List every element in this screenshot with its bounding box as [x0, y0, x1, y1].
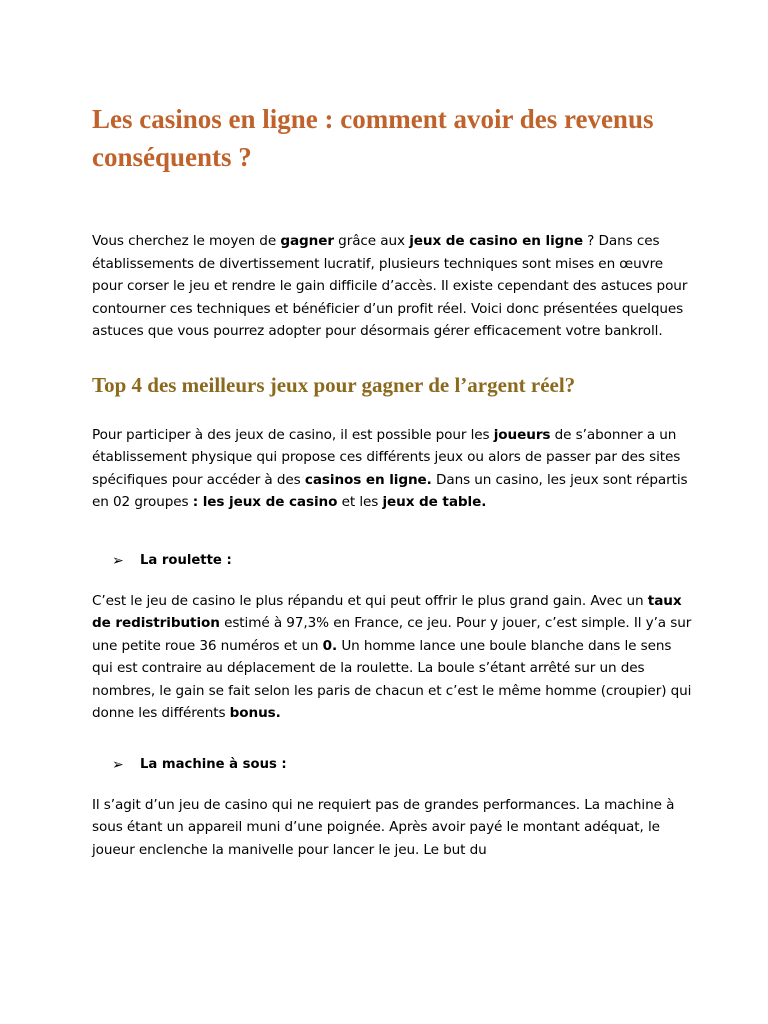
p2-bold-table: jeux de table.	[382, 494, 487, 510]
p2-text-3: Dans un casino, les jeux sont répartis en 02 groupes	[92, 471, 688, 510]
p2-bold-groupes: : les jeux de casino	[192, 494, 338, 510]
intro-text-3: ? Dans ces établissements de divertissement lucratif, plusieurs techniques sont mises en œuvre pour corser le jeu et rendre le gain difficile d’accès. Il existe cependant des astuces pour contourner ces techniques et bénéficier d’un profit réel. Voici donc présentées quelques astuces que vous pourrez adopter pour désormais gérer efficacement votre bankroll.	[92, 233, 688, 339]
arrow-bullet-icon: ➢	[112, 552, 124, 569]
document-content	[92, 100, 692, 861]
p2-bold-joueurs: joueurs	[493, 426, 551, 443]
p2-text-4: et les	[337, 494, 383, 510]
p3-bold-taux: taux de redistribution	[92, 592, 682, 631]
paragraph-roulette	[92, 590, 692, 725]
paragraph-participation	[92, 424, 692, 514]
bullet-roulette-label: La roulette :	[140, 552, 232, 568]
p2-text-2: de s’abonner a un établissement physique qui propose ces différents jeux ou alors de passer par des sites spécifiques pour accéder à des	[92, 426, 681, 488]
intro-paragraph	[92, 230, 692, 343]
p3-text-2: estimé à 97,3% en France, ce jeu. Pour y jouer, c’est simple. Il y’a sur une petite roue 36 numéros et un	[92, 615, 692, 654]
intro-text-1: Vous cherchez le moyen de	[92, 233, 281, 249]
p3-bold-bonus: bonus.	[229, 705, 281, 721]
bullet-roulette	[92, 550, 692, 572]
page-title: Les casinos en ligne : comment avoir des revenus conséquents ?	[92, 104, 654, 172]
intro-bold-gagner: gagner	[280, 233, 334, 249]
p2-text-1: Pour participer à des jeux de casino, il est possible pour les	[92, 426, 494, 443]
p3-text-1: C’est le jeu de casino le plus répandu et qui peut offrir le plus grand gain. Avec un	[92, 592, 648, 609]
p4-text-1: Il s’agit d’un jeu de casino qui ne requiert pas de grandes performances. La machine à sous étant un appareil muni d’une poignée. Après avoir payé le montant adéquat, le joueur enclenche la manivelle pour lancer le jeu. Le but du	[92, 796, 675, 858]
intro-text-2: grâce aux	[333, 233, 410, 249]
intro-bold-jeux: jeux de casino en ligne	[409, 233, 583, 249]
section-heading: Top 4 des meilleurs jeux pour gagner de l’argent réel?	[92, 372, 576, 397]
paragraph-machine-a-sous	[92, 794, 692, 862]
arrow-bullet-icon: ➢	[112, 756, 124, 773]
bullet-machine-a-sous	[92, 754, 692, 776]
p3-bold-zero: 0.	[322, 637, 338, 654]
p2-bold-casinos: casinos en ligne.	[304, 471, 432, 488]
bullet-machine-label: La machine à sous :	[140, 756, 287, 772]
p3-text-3: Un homme lance une boule blanche dans le sens qui est contraire au déplacement de la roulette. La boule s’étant arrêté sur un des nombres, le gain se fait selon les paris de chacun et c’est le même homme (croupier) qui donne les différents	[92, 637, 692, 721]
